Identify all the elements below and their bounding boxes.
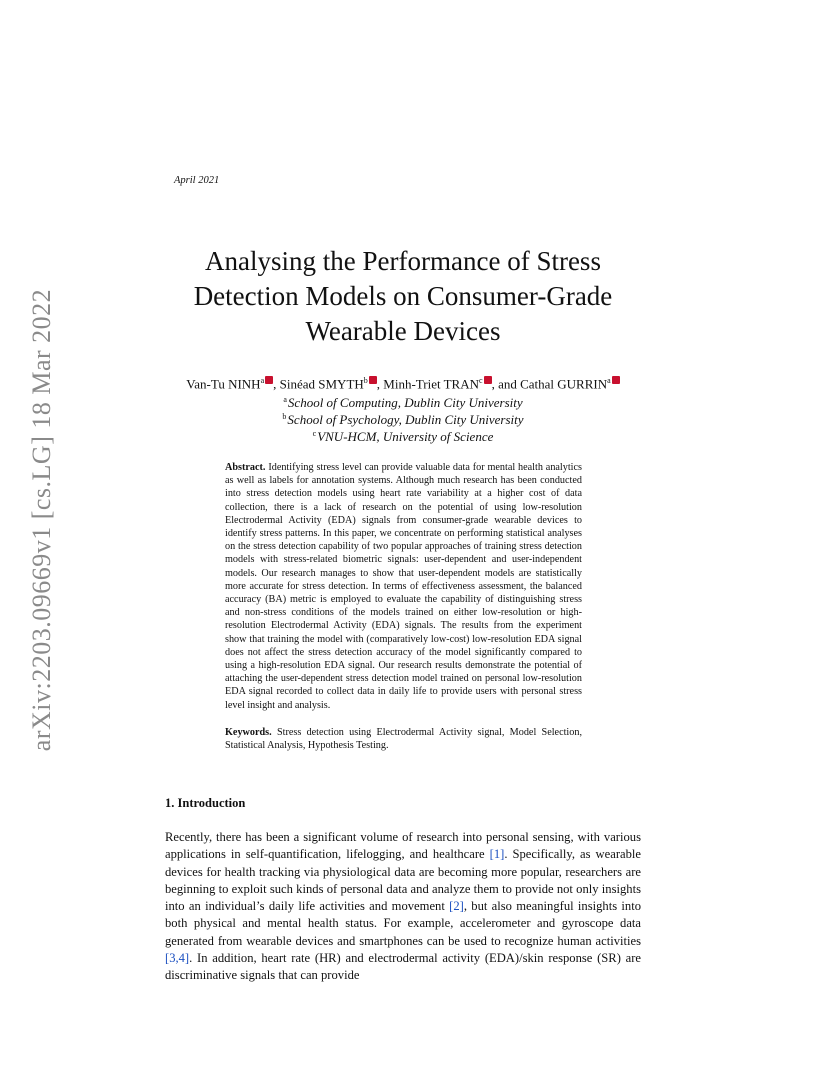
author-affiliation-mark: c [479,376,483,385]
author-name: Van-Tu NINH [186,376,261,392]
author-name: Sinéad SMYTH [279,376,364,392]
abstract-label: Abstract. [225,462,266,473]
author-name: Minh-Triet TRAN [383,376,479,392]
citation-link[interactable]: [1] [489,847,505,862]
affiliation-mark: b [282,412,287,421]
orcid-icon[interactable] [612,376,620,384]
abstract-text: Identifying stress level can provide valuable data for mental health analytics as well as labels for annotation systems. Although much research has been conducted into stress detection models using heart rate variability at a higher cost of data collection, there is a lack of research on the potential of using low-resolution Electrodermal Activity (EDA) signals from consumer-grade wearable devices to identify stress patterns. In this paper, we concentrate on performing statistical analyses on the stress detection capability of two popular approaches of training stress detection models with stress-related biometric signals: user-dependent and user-independent models. Our research manages to show that user-dependent models are statistically more accurate for stress detection. In terms of effectiveness assessment, the balanced accuracy (BA) metric is employed to evaluate the capability of distinguishing stress and non-stress conditions of the models trained on either low-resolution or high-resolution Electrodermal Activity (EDA) signals. The results from the experiment show that training the model with (comparatively low-cost) low-resolution EDA signal does not affect the stress detection accuracy of the model significantly compared to using a high-resolution EDA signal. Our research results demonstrate the potential of attaching the user-dependent stress detection model trained on personal low-resolution EDA signal recorded to collect data in daily life to provide users with personal stress level insight and analysis. [225,462,583,711]
keywords-label: Keywords. [225,727,272,738]
author-affiliation-mark: a [260,376,265,385]
author-separator: , [376,376,384,392]
citation-link[interactable]: [2] [449,899,464,914]
intro-text: . Specifically, as wearable devices for health tracking via physiological data are becoming more popular, researchers are beginning to exploit such kinds of personal data and analyze them to provide not only insights into an individual’s daily life activities and movement [165,847,641,914]
orcid-icon[interactable] [484,376,492,384]
intro-text: . In addition, heart rate (HR) and electrodermal activity (EDA)/skin response (SR) are discriminative signals that can provide [165,951,641,983]
author-name: Cathal GURRIN [520,376,608,392]
affiliation-text: VNU-HCM, University of Science [317,429,494,444]
orcid-icon[interactable] [369,376,377,384]
introduction-paragraph [165,829,641,985]
affiliation-text: School of Psychology, Dublin City University [287,412,524,427]
author-separator: , [273,376,280,392]
affiliation-text: School of Computing, Dublin City University [287,395,523,410]
paper-title: Analysing the Performance of Stress Detection Models on Consumer-Grade Wearable Devices [193,246,613,346]
author-affiliation-mark: a [607,376,611,385]
citation-link[interactable]: [3,4] [165,951,190,966]
affiliation-mark: a [283,395,287,404]
author-affiliation-mark: b [363,376,368,385]
keywords-text: Stress detection using Electrodermal Activity signal, Model Selection, Statistical Analysis, Hypothesis Testing. [225,727,582,752]
intro-text: , but also meaningful insights into both physical and mental health status. For example, accelerometer and gyroscope data generated from wearable devices and smartphones can be used to recognize human activities [165,899,642,948]
keywords [225,726,582,752]
affiliation-mark: c [312,429,317,438]
publication-date: April 2021 [174,175,220,186]
arxiv-identifier: arXiv:2203.09669v1 [cs.LG] 18 Mar 2022 [27,288,56,752]
orcid-icon[interactable] [265,376,273,384]
arxiv-side-stamp [22,280,62,760]
abstract [225,461,582,712]
author-separator: , and [491,376,521,392]
author-list [165,372,641,392]
affiliation [165,426,641,445]
intro-text: Recently, there has been a significant volume of research into personal sensing, with various applications in self-quantification, lifelogging, and healthcare [165,830,641,862]
section-heading: 1. Introduction [165,796,246,810]
